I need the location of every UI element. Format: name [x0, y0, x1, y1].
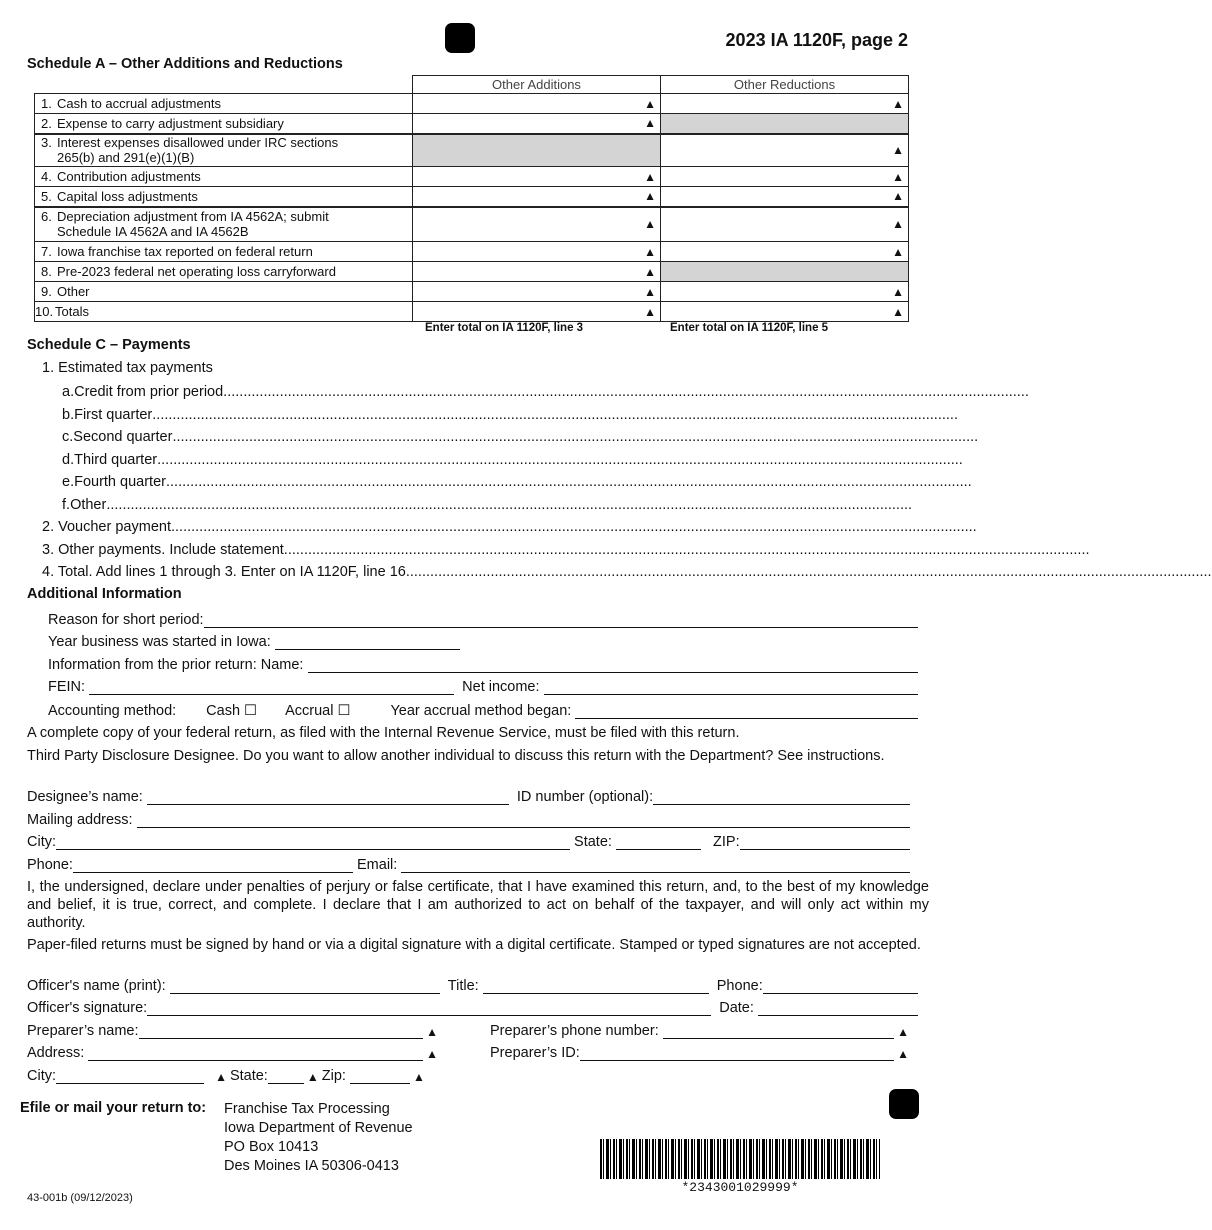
item-label: Fourth quarter	[74, 474, 166, 490]
designee-phone-label: Phone:	[27, 857, 73, 873]
officer-signature-label: Officer's signature:	[27, 1000, 148, 1016]
item-label: 3. Other payments. Include statement	[42, 541, 284, 558]
table-row-totals: 10. Totals ▲ ▲	[35, 302, 909, 322]
accrual-checkbox[interactable]: Accrual ☐	[285, 703, 351, 719]
dot-leader: ........................................................................................................................................................................................................	[165, 474, 972, 490]
preparer-zip-label: Zip:	[321, 1068, 346, 1084]
fein-label: FEIN:	[48, 679, 86, 695]
officer-signature-field[interactable]	[147, 1001, 711, 1016]
payment-row	[62, 427, 979, 445]
preparer-id-field[interactable]	[580, 1046, 894, 1061]
table-row: 2. Expense to carry adjustment subsidiary ▲	[35, 114, 909, 134]
dot-leader: ........................................................................................................................................................................................................	[172, 429, 979, 445]
required-arrow-icon: ▲	[897, 1047, 909, 1061]
fein-field[interactable]	[89, 680, 454, 695]
dot-leader: ........................................................................................................................................................................................................	[283, 541, 1090, 558]
federal-copy-note: A complete copy of your federal return, as filed with the Internal Revenue Service, must be filed with this return.	[27, 725, 740, 741]
required-arrow-icon: ▲	[412, 1070, 425, 1084]
estimated-payments-label: 1. Estimated tax payments	[42, 360, 213, 376]
officer-phone-label: Phone:	[716, 978, 763, 994]
item-label: First quarter	[74, 406, 153, 423]
designee-zip-field[interactable]	[740, 835, 910, 850]
dot-leader: ........................................................................................................................................................................................................	[223, 384, 1029, 400]
barcode	[600, 1139, 880, 1179]
table-row: 1. Cash to accrual adjustments ▲ ▲	[35, 94, 909, 114]
addition-field[interactable]: ▲	[413, 167, 661, 187]
mail-line: Franchise Tax Processing	[224, 1101, 390, 1117]
table-row: 7. Iowa franchise tax reported on federal return ▲ ▲	[35, 242, 909, 262]
reduction-field[interactable]: ▲	[661, 134, 909, 167]
addition-field[interactable]: ▲	[413, 242, 661, 262]
col-other-additions: Other Additions	[413, 76, 661, 94]
accounting-method-label: Accounting method:	[48, 703, 177, 719]
officer-date-field[interactable]	[758, 1001, 918, 1016]
designee-zip-label: ZIP:	[713, 834, 740, 850]
mailing-address-field[interactable]	[137, 813, 910, 828]
payment-row	[42, 562, 1212, 581]
addition-field[interactable]: ▲	[413, 94, 661, 114]
item-label: 2. Voucher payment	[42, 519, 171, 535]
officer-title-label: Title:	[447, 978, 479, 994]
item-letter: e.	[62, 474, 75, 490]
schedule-a-table	[34, 75, 909, 322]
dot-leader: ........................................................................................................................................................................................................	[157, 451, 963, 468]
addition-field[interactable]: ▲	[413, 282, 661, 302]
page-title: 2023 IA 1120F, page 2	[725, 30, 908, 50]
reduction-field[interactable]: ▲	[661, 187, 909, 207]
paper-filed-note: Paper-filed returns must be signed by hand or via a digital signature with a digital certificate. Stamped or typed signatures are not accepted.	[27, 937, 921, 953]
designee-email-field[interactable]	[401, 858, 910, 873]
designee-city-field[interactable]	[56, 835, 570, 850]
year-started-label: Year business was started in Iowa:	[48, 634, 271, 650]
officer-name-field[interactable]	[170, 979, 440, 994]
preparer-name-label: Preparer’s name:	[27, 1023, 139, 1039]
additional-info-title: Additional Information	[27, 586, 182, 602]
net-income-label: Net income:	[462, 679, 540, 695]
item-letter: c.	[62, 429, 74, 445]
required-arrow-icon: ▲	[426, 1047, 438, 1061]
item-letter: f.	[62, 496, 71, 513]
preparer-name-field[interactable]	[139, 1024, 424, 1039]
designee-state-field[interactable]	[616, 835, 701, 850]
mail-line: Des Moines IA 50306-0413	[224, 1158, 399, 1174]
prior-return-label: Information from the prior return: Name:	[48, 657, 304, 673]
preparer-city-field[interactable]	[56, 1069, 204, 1084]
table-row: 5. Capital loss adjustments ▲ ▲	[35, 187, 909, 207]
registration-mark	[889, 1089, 919, 1119]
officer-phone-field[interactable]	[763, 979, 918, 994]
dot-leader: ........................................................................................................................................................................................................	[170, 519, 977, 535]
payment-row	[62, 450, 963, 468]
payment-row	[62, 495, 913, 513]
schedule-a-title: Schedule A – Other Additions and Reductions	[27, 56, 343, 72]
form-id: 43-001b (09/12/2023)	[27, 1192, 133, 1204]
dot-leader: ........................................................................................................................................................................................................	[152, 406, 958, 423]
preparer-city-label: City:	[27, 1068, 56, 1084]
cash-checkbox[interactable]: Cash ☐	[206, 703, 258, 719]
item-label: 4. Total. Add lines 1 through 3. Enter on IA 1120F, line 16	[42, 564, 406, 581]
dot-leader: ........................................................................................................................................................................................................	[405, 564, 1212, 581]
preparer-phone-field[interactable]	[663, 1024, 894, 1039]
designee-name-field[interactable]	[147, 790, 509, 805]
table-row: 3. Interest expenses disallowed under IRC sections 265(b) and 291(e)(1)(B) ▲	[35, 134, 909, 167]
required-arrow-icon: ▲	[426, 1025, 438, 1039]
table-row: 4. Contribution adjustments ▲ ▲	[35, 167, 909, 187]
required-arrow-icon: ▲	[215, 1070, 227, 1084]
mail-address	[224, 1100, 413, 1176]
year-accrual-field[interactable]	[575, 704, 918, 719]
reduction-field[interactable]: ▲	[661, 207, 909, 242]
designee-state-label: State:	[574, 834, 612, 850]
designee-phone-field[interactable]	[73, 858, 353, 873]
officer-title-field[interactable]	[483, 979, 709, 994]
item-letter: d.	[62, 451, 75, 468]
payment-row	[42, 540, 1090, 558]
year-started-field[interactable]	[275, 635, 460, 650]
total-additions-field[interactable]: ▲	[413, 302, 661, 322]
addition-field[interactable]: ▲	[413, 262, 661, 282]
year-accrual-label: Year accrual method began:	[390, 703, 572, 719]
col-other-reductions: Other Reductions	[661, 76, 909, 94]
short-period-label: Reason for short period:	[48, 612, 204, 628]
item-label: Credit from prior period	[74, 384, 224, 400]
item-letter: b.	[62, 406, 75, 423]
table-row: 6. Depreciation adjustment from IA 4562A; submit Schedule IA 4562A and IA 4562B ▲ ▲	[35, 207, 909, 242]
reductions-note: Enter total on IA 1120F, line 5	[670, 322, 829, 334]
reduction-field[interactable]: ▲	[661, 282, 909, 302]
required-arrow-icon: ▲	[306, 1070, 319, 1084]
table-row: 9. Other ▲ ▲	[35, 282, 909, 302]
required-arrow-icon: ▲	[897, 1025, 909, 1039]
barcode-text: *2343001029999*	[681, 1180, 799, 1195]
shaded-cell	[413, 134, 661, 167]
prior-name-field[interactable]	[308, 658, 919, 673]
mail-line: Iowa Department of Revenue	[224, 1120, 413, 1136]
officer-date-label: Date:	[719, 1000, 754, 1016]
dot-leader: ........................................................................................................................................................................................................	[106, 496, 913, 513]
shaded-cell	[661, 262, 909, 282]
payment-row	[42, 517, 977, 535]
mailing-address-label: Mailing address:	[27, 812, 133, 828]
preparer-id-label: Preparer’s ID:	[490, 1045, 580, 1061]
payment-row	[62, 405, 958, 423]
reduction-field[interactable]: ▲	[661, 94, 909, 114]
preparer-state-label: State:	[229, 1068, 268, 1084]
preparer-zip-field[interactable]	[350, 1069, 410, 1084]
reduction-field[interactable]: ▲	[661, 242, 909, 262]
reduction-field[interactable]: ▲	[661, 167, 909, 187]
designee-name-label: Designee’s name:	[27, 789, 143, 805]
short-period-field[interactable]	[204, 613, 918, 628]
net-income-field[interactable]	[544, 680, 918, 695]
mail-to-label: Efile or mail your return to:	[20, 1100, 207, 1116]
officer-name-label: Officer's name (print):	[27, 978, 166, 994]
addition-field[interactable]: ▲	[413, 187, 661, 207]
preparer-state-field[interactable]	[268, 1069, 304, 1084]
additions-note: Enter total on IA 1120F, line 3	[425, 322, 584, 334]
addition-field[interactable]: ▲	[413, 207, 661, 242]
preparer-address-label: Address:	[27, 1045, 85, 1061]
designee-email-label: Email:	[357, 857, 398, 873]
payment-row	[62, 382, 1029, 400]
third-party-note: Third Party Disclosure Designee. Do you want to allow another individual to discuss this return with the Department? See instructions.	[27, 748, 885, 764]
registration-mark	[445, 23, 475, 53]
mail-line: PO Box 10413	[224, 1139, 319, 1155]
addition-field[interactable]: ▲	[413, 114, 661, 134]
payment-row	[62, 472, 972, 490]
total-reductions-field[interactable]: ▲	[661, 302, 909, 322]
preparer-address-field[interactable]	[88, 1046, 423, 1061]
schedule-c-title: Schedule C – Payments	[27, 337, 191, 353]
shaded-cell	[661, 114, 909, 134]
declaration-text: I, the undersigned, declare under penalties of perjury or false certificate, that I have examined this return, and, to the best of my knowledge and belief, it is true, correct, and complete. I declare that I am authorized to act on behalf of the taxpayer, and will only act within my authority.	[27, 879, 929, 931]
id-number-label: ID number (optional):	[516, 789, 654, 805]
id-number-field[interactable]	[653, 790, 910, 805]
item-label: Third quarter	[74, 451, 158, 468]
table-row: 8. Pre-2023 federal net operating loss carryforward ▲	[35, 262, 909, 282]
preparer-phone-label: Preparer’s phone number:	[490, 1023, 659, 1039]
designee-city-label: City:	[27, 834, 56, 850]
item-letter: a.	[62, 384, 75, 400]
item-label: Second quarter	[73, 429, 173, 445]
item-label: Other	[70, 496, 107, 513]
